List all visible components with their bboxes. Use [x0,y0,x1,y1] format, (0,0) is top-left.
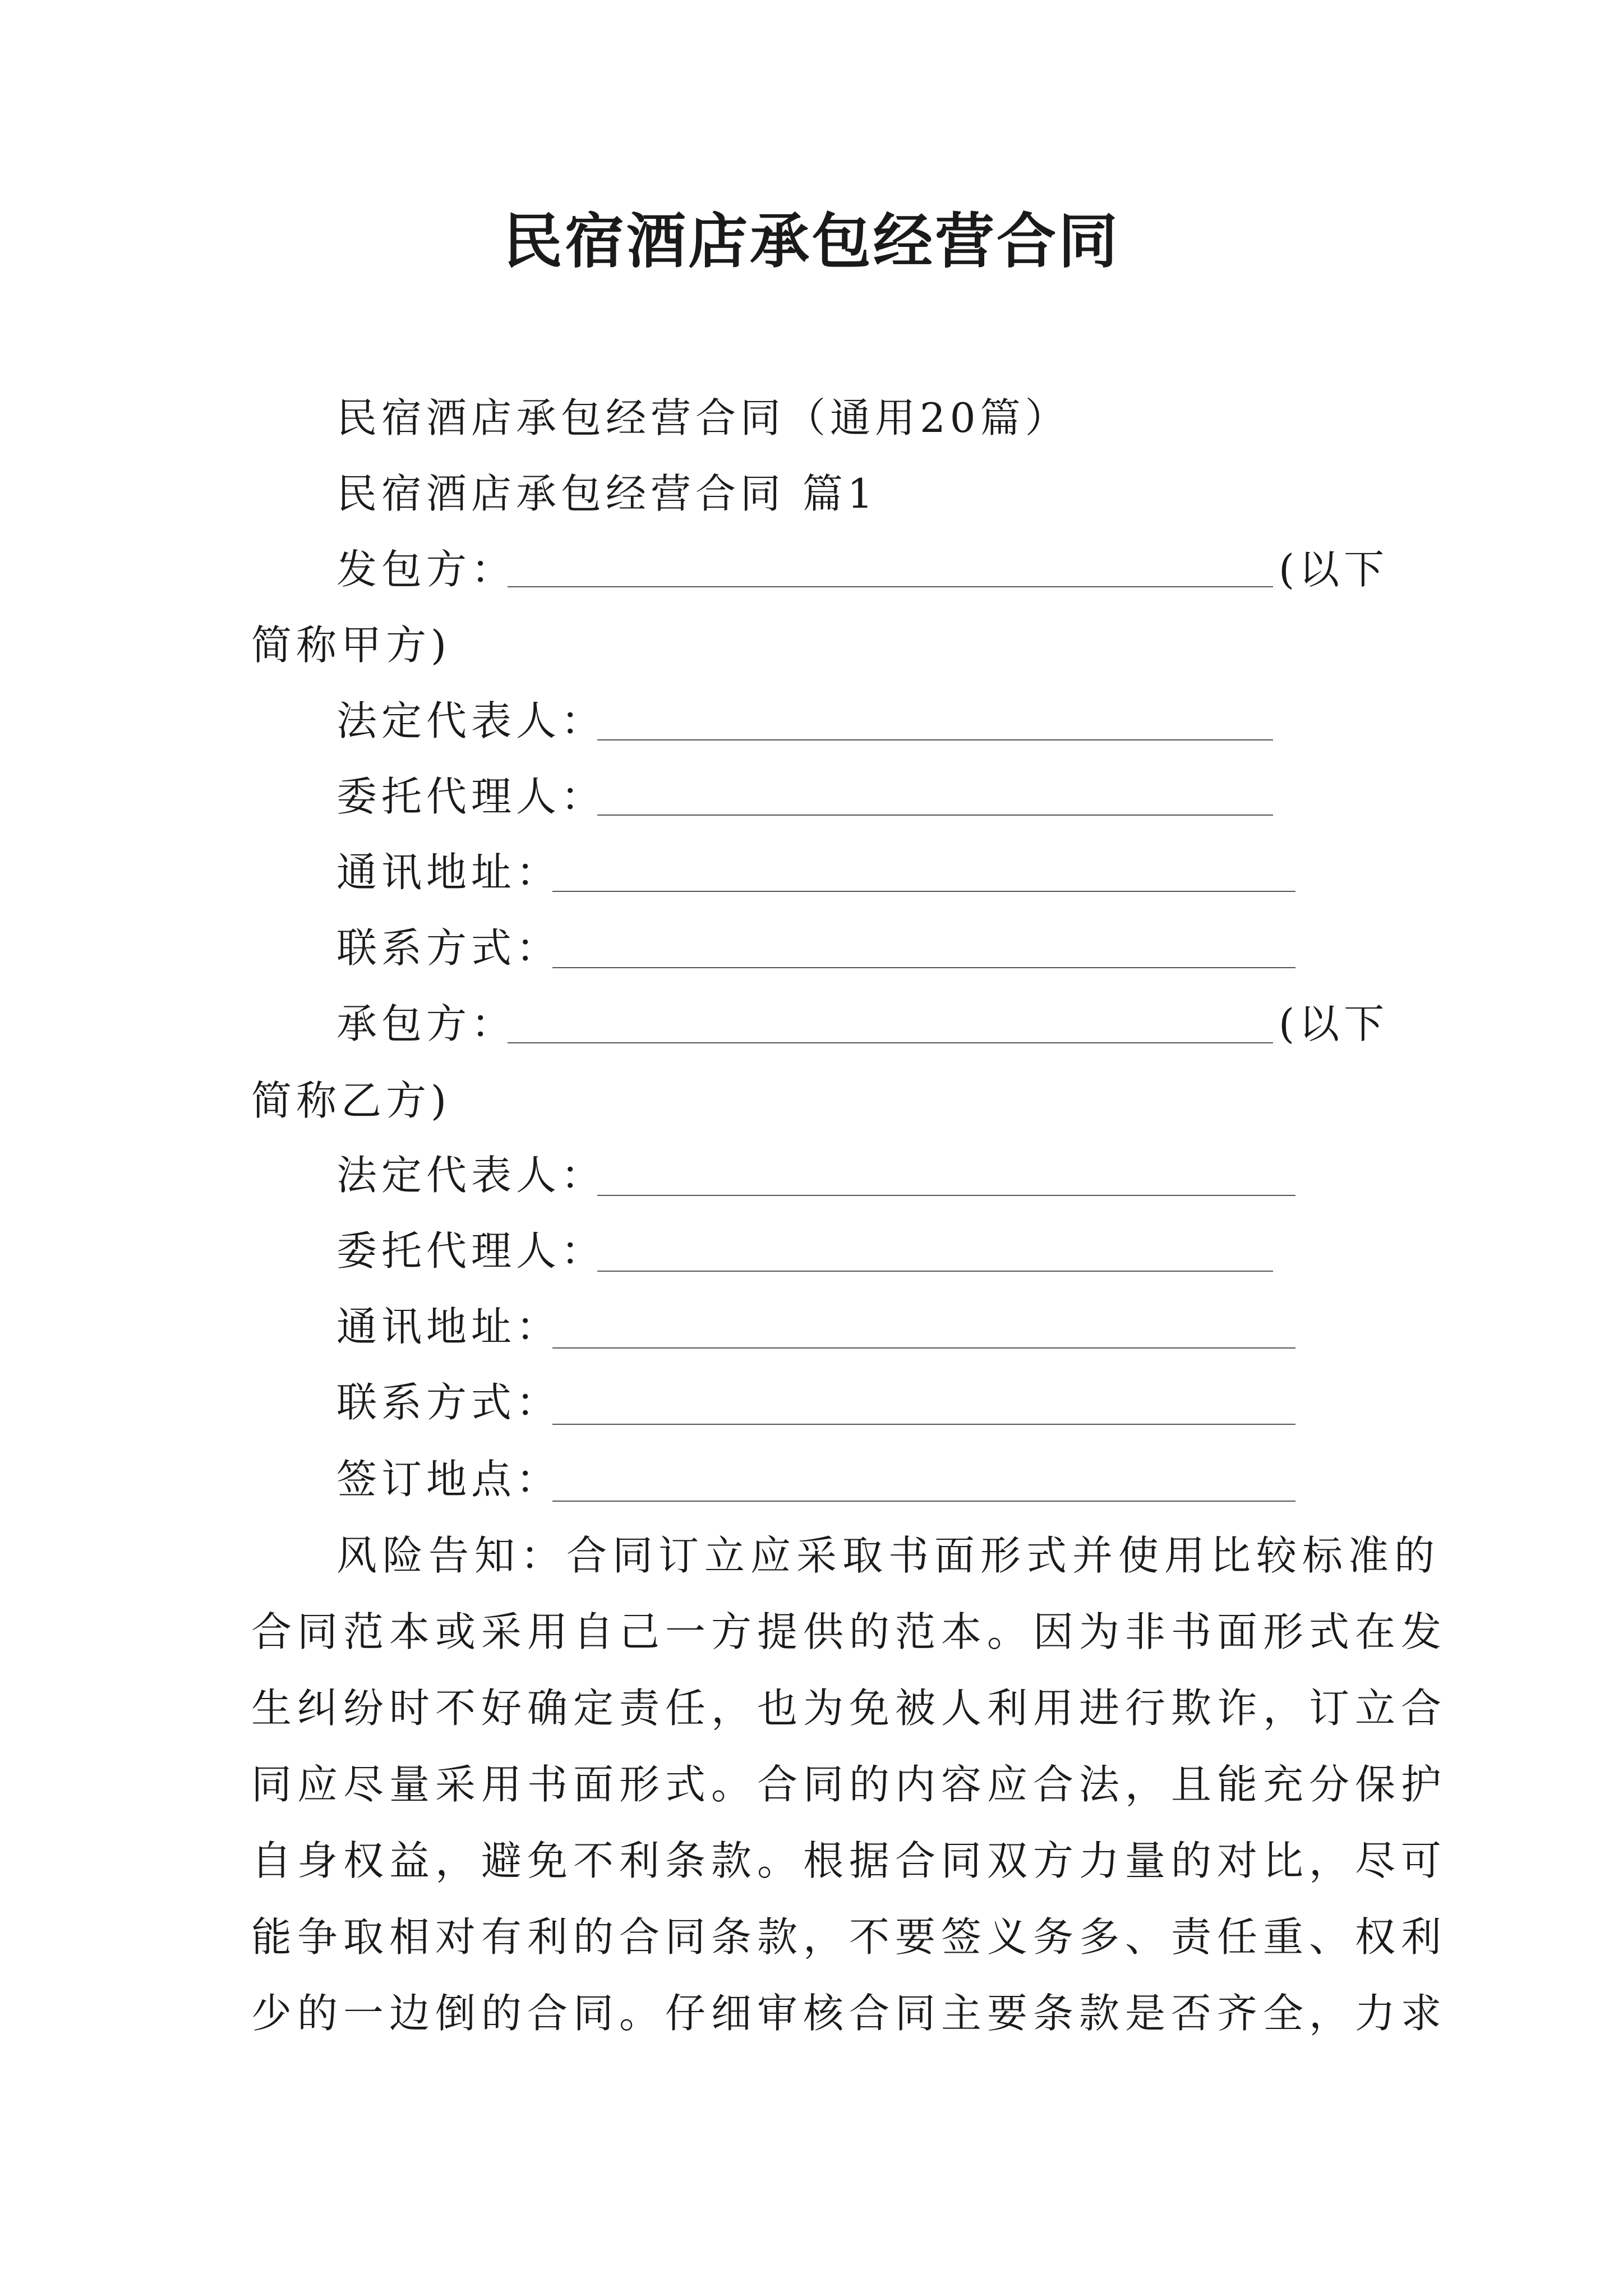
document-title: 民宿酒店承包经营合同 [503,206,1120,276]
party-a-legal-rep-blank[interactable] [597,739,1273,740]
risk-notice-line: 同应尽量采用书面形式。合同的内容应合法，且能充分保护 [251,1761,1447,1808]
risk-notice-line: 少的一边倒的合同。仔细审核合同主要条款是否齐全，力求 [251,1990,1447,2037]
risk-notice-line: 能争取相对有利的合同条款，不要签义务多、责任重、权利 [251,1913,1447,1961]
party-a-legal-rep-label: 法定代表人： [336,697,606,744]
party-b-contact-blank[interactable] [552,1424,1295,1425]
party-a-blank[interactable] [508,586,1273,587]
party-a-contact-label: 联系方式： [336,924,561,972]
risk-notice-line: 自身权益，避免不利条款。根据合同双方力量的对比，尽可 [251,1837,1447,1884]
risk-notice-paragraph [251,1517,1447,2051]
party-b-contact-label: 联系方式： [336,1379,561,1426]
risk-notice-line: 合同范本或采用自己一方提供的范本。因为非书面形式在发 [251,1608,1447,1655]
risk-notice-line: 生纠纷时不好确定责任，也为免被人利用进行欺诈，订立合 [251,1685,1447,1732]
party-a-suffix-continued: 简称甲方) [251,622,451,669]
party-b-address-blank[interactable] [552,1347,1295,1349]
party-b-legal-rep-blank[interactable] [597,1195,1295,1196]
party-a-agent-blank[interactable] [597,815,1273,816]
party-b-legal-rep-label: 法定代表人： [336,1152,606,1199]
party-b-agent-label: 委托代理人： [336,1227,606,1274]
party-b-blank[interactable] [508,1042,1273,1043]
signing-place-label: 签订地点： [336,1456,561,1503]
party-a-contact-blank[interactable] [552,967,1295,968]
party-a-address-label: 通讯地址： [336,849,561,896]
risk-notice-line: 风险告知：合同订立应采取书面形式并使用比较标准的 [336,1532,1441,1579]
section-heading: 民宿酒店承包经营合同 篇1 [336,470,878,517]
party-a-label: 发包方： [336,546,517,593]
document-subtitle: 民宿酒店承包经营合同（通用20篇） [336,394,1070,441]
party-a-agent-label: 委托代理人： [336,773,606,820]
party-b-address-label: 通讯地址： [336,1303,561,1350]
signing-place-blank[interactable] [552,1501,1295,1502]
party-b-label: 承包方： [336,1000,517,1047]
party-b-agent-blank[interactable] [597,1271,1273,1272]
party-b-suffix-continued: 简称乙方) [251,1077,451,1124]
party-a-address-blank[interactable] [552,891,1295,892]
party-b-suffix: (以下 [1279,1000,1389,1047]
party-a-suffix: (以下 [1279,546,1389,593]
